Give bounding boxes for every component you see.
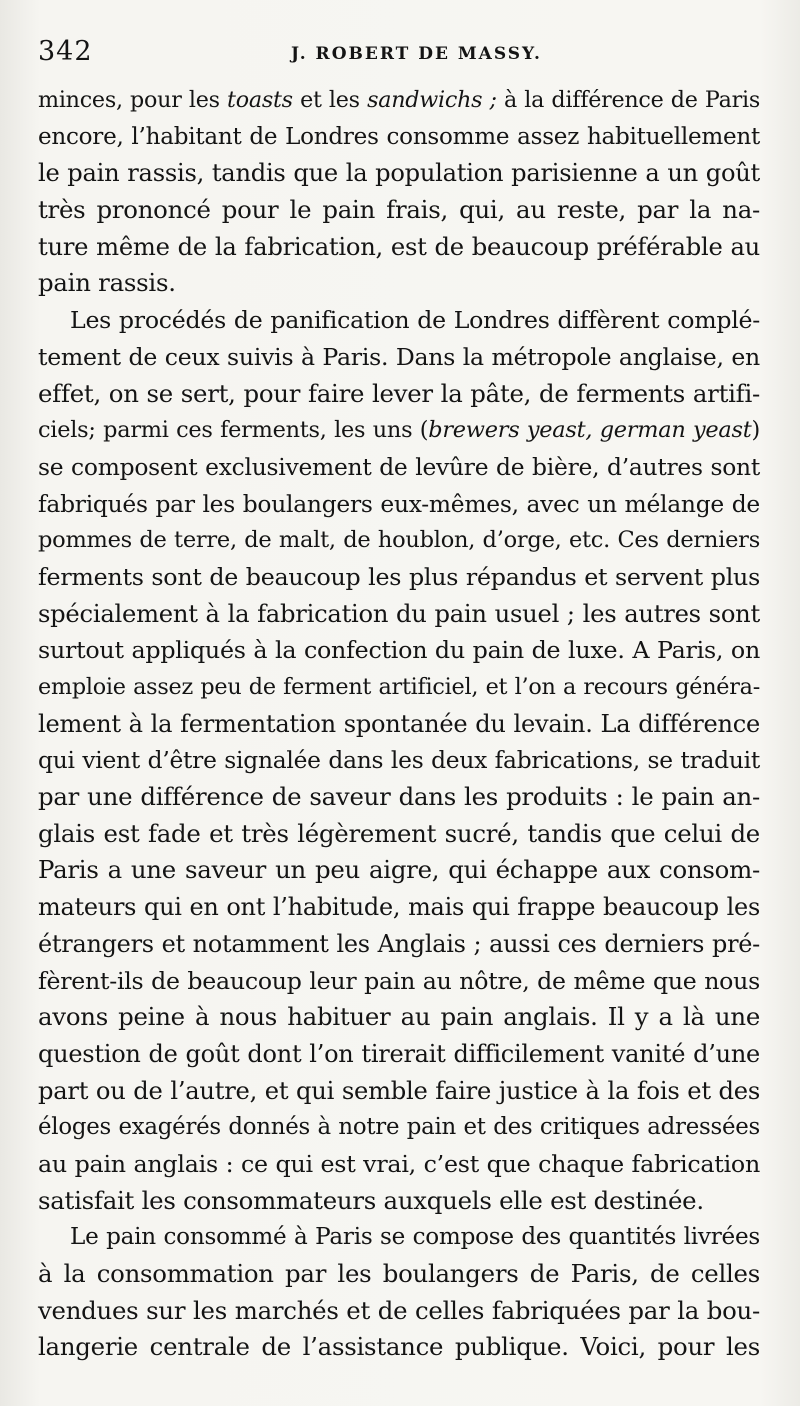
text-line (38, 999, 760, 1036)
text-segment: lement à la fermentation spontanée du levain. La différence (38, 709, 760, 738)
text-segment: question de goût dont l’on tirerait difficilement vanité d’une (38, 1039, 760, 1068)
text-line (38, 889, 760, 926)
text-line (38, 449, 760, 486)
text-segment: emploie assez peu de ferment artificiel, et l’on a recours généra- (38, 674, 760, 700)
text-line (38, 82, 760, 119)
text-segment: se composent exclusivement de levûre de bière, d’autres sont (38, 452, 760, 481)
text-segment: surtout appliqués à la confection du pain de luxe. A Paris, on (38, 636, 760, 665)
text-line (38, 486, 760, 523)
page-header (38, 36, 758, 76)
text-line (38, 119, 760, 156)
text-segment: tement de ceux suivis à Paris. Dans la métropole anglaise, en (38, 342, 760, 371)
text-line (38, 1329, 760, 1366)
text-line (38, 1109, 760, 1146)
text-line (38, 1183, 760, 1220)
italic-text: sandwichs ; (367, 87, 497, 113)
text-segment: encore, l’habitant de Londres consomme assez habituellement (38, 123, 760, 150)
text-segment: fabriqués par les boulangers eux-mêmes, avec un mélange de (38, 489, 760, 518)
running-head: J. ROBERT DE MASSY. (291, 44, 542, 64)
text-line (38, 1293, 760, 1330)
text-segment: Paris a une saveur un peu aigre, qui échappe aux consom- (38, 855, 760, 885)
text-segment: ciels; parmi ces ferments, les uns ( (38, 417, 429, 444)
text-line (38, 229, 760, 266)
italic-text: brewers yeast, german yeast (428, 417, 752, 444)
text-line (38, 669, 760, 706)
text-segment: étrangers et notamment les Anglais ; aussi ces derniers pré- (38, 929, 760, 958)
text-line (38, 1073, 760, 1110)
text-segment: effet, on se sert, pour faire lever la pâte, de ferments artifi- (38, 378, 760, 408)
italic-text: toasts (227, 87, 293, 113)
text-segment: minces, pour les (38, 87, 228, 113)
text-line (38, 742, 760, 779)
text-line (38, 963, 760, 1000)
text-line (38, 192, 760, 229)
text-segment: ) (751, 417, 761, 444)
page-number: 342 (38, 36, 93, 67)
text-segment: avons peine à nous habituer au pain anglais. Il y a là une (38, 1002, 760, 1032)
text-segment: Le pain consommé à Paris se compose des quantités livrées (70, 1224, 760, 1251)
text-line (38, 926, 760, 963)
text-segment: glais est fade et très légèrement sucré, tandis que celui de (38, 818, 760, 848)
text-segment: éloges exagérés donnés à notre pain et des critiques adressées (38, 1114, 760, 1141)
text-line (38, 706, 760, 743)
text-line (38, 559, 760, 596)
text-segment: part ou de l’autre, et qui semble faire justice à la fois et des (38, 1076, 760, 1105)
text-segment: le pain rassis, tandis que la population parisienne a un goût (38, 159, 760, 188)
text-line (38, 265, 760, 302)
text-line (38, 1256, 760, 1293)
text-segment: ture même de la fabrication, est de beaucoup préférable au (38, 232, 760, 261)
text-line (38, 1036, 760, 1073)
text-line (38, 596, 760, 633)
text-line (38, 376, 760, 413)
text-segment: au pain anglais : ce qui est vrai, c’est que chaque fabrication (38, 1149, 760, 1178)
text-line (38, 1219, 760, 1256)
text-segment: à la consommation par les boulangers de Paris, de celles (38, 1259, 760, 1288)
text-line (38, 1146, 760, 1183)
text-line (38, 816, 760, 853)
body-text (38, 82, 760, 1366)
text-line (38, 412, 760, 449)
text-segment: Les procédés de panification de Londres diffèrent complé- (70, 306, 760, 335)
text-line (38, 522, 760, 559)
text-segment: à la différence de Paris (496, 87, 760, 113)
text-line (38, 852, 760, 889)
text-segment: vendues sur les marchés et de celles fabriquées par la bou- (38, 1295, 760, 1325)
text-segment: et les (292, 87, 368, 113)
text-segment: ferments sont de beaucoup les plus répandus et servent plus (38, 562, 760, 591)
text-line (38, 155, 760, 192)
text-segment: très prononcé pour le pain frais, qui, au reste, par la na- (38, 195, 760, 225)
text-segment: pain rassis. (38, 268, 176, 298)
text-segment: langerie centrale de l’assistance publique. Voici, pour les (38, 1332, 760, 1362)
text-segment: mateurs qui en ont l’habitude, mais qui frappe beaucoup les (38, 893, 760, 922)
text-segment: par une différence de saveur dans les produits : le pain an- (38, 782, 760, 812)
text-line (38, 632, 760, 669)
text-segment: qui vient d’être signalée dans les deux fabrications, se traduit (38, 746, 760, 775)
text-segment: spécialement à la fabrication du pain usuel ; les autres sont (38, 599, 760, 628)
text-segment: pommes de terre, de malt, de houblon, d’orge, etc. Ces derniers (38, 527, 760, 554)
text-line (38, 302, 760, 339)
text-segment: satisfait les consommateurs auxquels elle est destinée. (38, 1185, 704, 1215)
text-line (38, 339, 760, 376)
text-segment: fèrent-ils de beaucoup leur pain au nôtre, de même que nous (38, 966, 760, 995)
text-line (38, 779, 760, 816)
